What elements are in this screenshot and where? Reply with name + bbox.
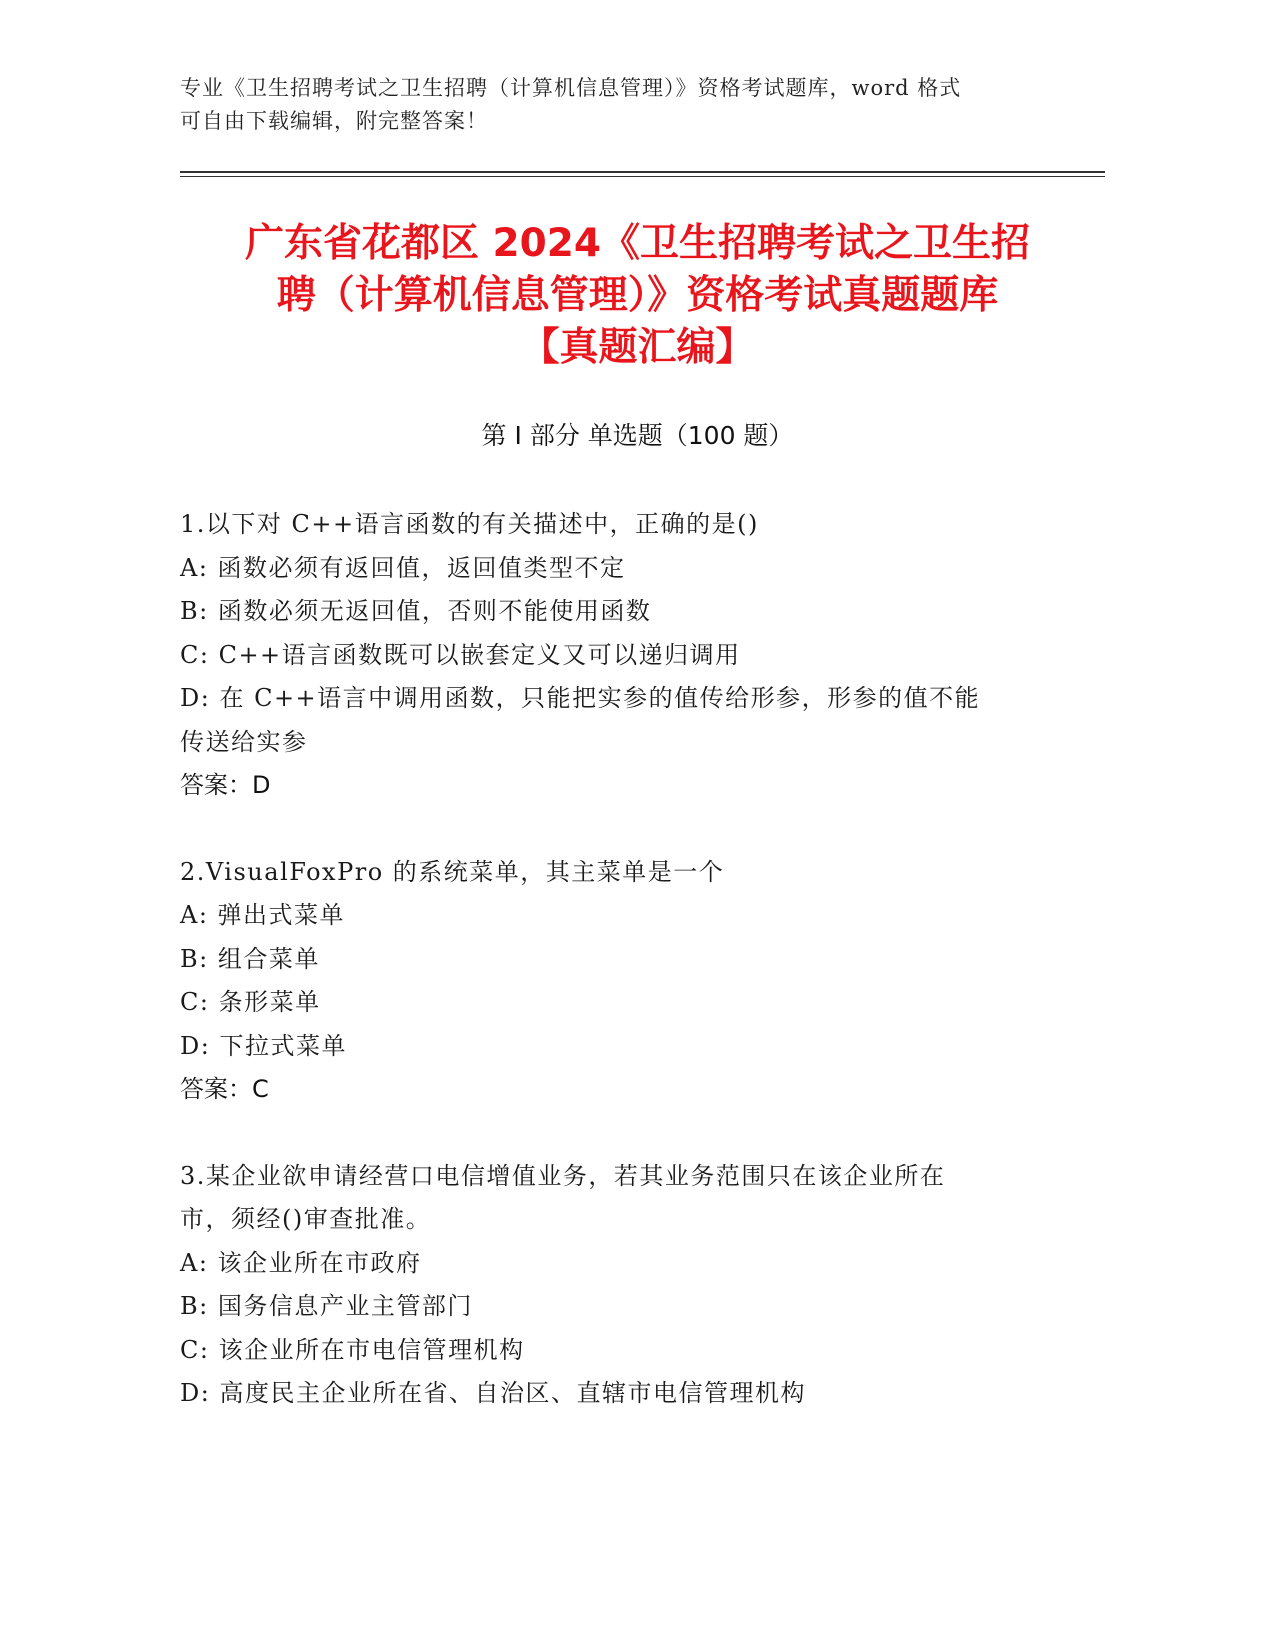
header-divider-thick: [180, 171, 1105, 173]
question-option: A: 函数必须有返回值，返回值类型不定: [180, 553, 626, 582]
question-stem: 3.某企业欲申请经营口电信增值业务，若其业务范围只在该企业所在: [180, 1161, 946, 1190]
question-option: B: 函数必须无返回值，否则不能使用函数: [180, 597, 652, 625]
question-1: [180, 503, 1040, 808]
question-option: C: 条形菜单: [180, 988, 321, 1016]
question-answer: 答案：D: [180, 771, 271, 799]
header-divider-thin: [180, 176, 1105, 177]
header-note-line-2: 可自由下载编辑，附完整答案！: [180, 109, 488, 133]
document-title: [150, 218, 1125, 374]
question-option: D: 在 C++语言中调用函数，只能把实参的值传给形参，形参的值不能: [180, 684, 981, 712]
question-answer: 答案：C: [180, 1075, 269, 1103]
document-title-line-1: 广东省花都区 2024《卫生招聘考试之卫生招: [244, 221, 1031, 266]
question-option: 传送给实参: [180, 727, 308, 756]
question-option: B: 组合菜单: [180, 944, 320, 973]
question-stem: 1.以下对 C++语言函数的有关描述中，正确的是(): [180, 510, 759, 538]
question-option: B: 国务信息产业主管部门: [180, 1292, 473, 1320]
header-note: [180, 72, 1060, 138]
question-2: [180, 851, 1040, 1112]
document-title-line-3: 【真题汇编】: [520, 325, 755, 370]
question-option: A: 弹出式菜单: [180, 901, 346, 929]
question-option: A: 该企业所在市政府: [180, 1248, 422, 1277]
question-stem: 2.VisualFoxPro 的系统菜单，其主菜单是一个: [180, 857, 725, 886]
question-stem: 市，须经()审查批准。: [180, 1205, 432, 1233]
question-option: D: 下拉式菜单: [180, 1031, 347, 1060]
document-title-line-2: 聘（计算机信息管理）》资格考试真题题库: [276, 273, 999, 318]
question-option: C: C++语言函数既可以嵌套定义又可以递归调用: [180, 640, 741, 669]
question-option: D: 高度民主企业所在省、自治区、直辖市电信管理机构: [180, 1379, 806, 1407]
question-option: C: 该企业所在市电信管理机构: [180, 1335, 525, 1364]
header-note-line-1: 专业《卫生招聘考试之卫生招聘（计算机信息管理）》资格考试题库，word 格式: [180, 76, 962, 100]
question-list: [180, 503, 1040, 1459]
question-3: [180, 1155, 1040, 1416]
section-heading: 第 I 部分 单选题（100 题）: [481, 421, 794, 450]
